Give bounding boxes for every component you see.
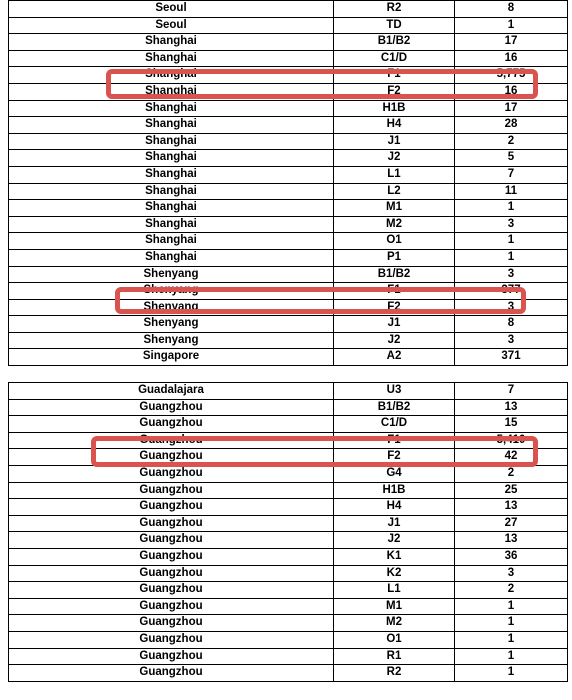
table-row: [9, 383, 568, 400]
table-row: [9, 548, 568, 565]
city-cell: Seoul: [9, 17, 334, 34]
city-cell: Shenyang: [9, 266, 334, 283]
table-row: [9, 615, 568, 632]
table-row: [9, 67, 568, 84]
visa-class-cell: U3: [334, 383, 455, 400]
table-row: [9, 299, 568, 316]
count-cell: 1: [455, 631, 568, 648]
city-cell: Shanghai: [9, 233, 334, 250]
table-row: [9, 249, 568, 266]
count-cell: 3: [455, 299, 568, 316]
table-row: [9, 565, 568, 582]
count-cell: 5: [455, 150, 568, 167]
table-row: [9, 283, 568, 300]
visa-class-cell: R1: [334, 648, 455, 665]
count-cell: 25: [455, 482, 568, 499]
city-cell: Shenyang: [9, 316, 334, 333]
visa-class-cell: J1: [334, 515, 455, 532]
table-row: [9, 465, 568, 482]
city-cell: Shanghai: [9, 200, 334, 217]
count-cell: 16: [455, 83, 568, 100]
table-row: [9, 598, 568, 615]
count-cell: 17: [455, 34, 568, 51]
table-row: [9, 1, 568, 18]
visa-class-cell: M2: [334, 216, 455, 233]
table-row: [9, 266, 568, 283]
city-cell: Guangzhou: [9, 416, 334, 433]
count-cell: 1: [455, 665, 568, 682]
city-cell: Guangzhou: [9, 665, 334, 682]
visa-class-cell: F1: [334, 67, 455, 84]
city-cell: Shenyang: [9, 283, 334, 300]
count-cell: 28: [455, 117, 568, 134]
city-cell: Shanghai: [9, 117, 334, 134]
city-cell: Seoul: [9, 1, 334, 18]
city-cell: Guangzhou: [9, 465, 334, 482]
table-row: [9, 499, 568, 516]
count-cell: 3: [455, 332, 568, 349]
visa-class-cell: A2: [334, 349, 455, 366]
count-cell: 3: [455, 565, 568, 582]
table-row: [9, 83, 568, 100]
visa-class-cell: F1: [334, 432, 455, 449]
visa-class-cell: L2: [334, 183, 455, 200]
count-cell: 1: [455, 249, 568, 266]
visa-class-cell: K2: [334, 565, 455, 582]
table-row: [9, 631, 568, 648]
visa-class-cell: M1: [334, 598, 455, 615]
city-cell: Guangzhou: [9, 432, 334, 449]
city-cell: Shanghai: [9, 34, 334, 51]
city-cell: Guangzhou: [9, 548, 334, 565]
table-row: [9, 117, 568, 134]
city-cell: Shanghai: [9, 150, 334, 167]
city-cell: Guangzhou: [9, 532, 334, 549]
top-table-body: [9, 1, 568, 366]
visa-class-cell: J1: [334, 316, 455, 333]
count-cell: 1: [455, 200, 568, 217]
visa-class-cell: G4: [334, 465, 455, 482]
table-row: [9, 332, 568, 349]
visa-class-cell: F2: [334, 83, 455, 100]
city-cell: Guangzhou: [9, 449, 334, 466]
count-cell: 17: [455, 100, 568, 117]
table-row: [9, 133, 568, 150]
count-cell: 13: [455, 399, 568, 416]
count-cell: 2: [455, 582, 568, 599]
table-row: [9, 648, 568, 665]
count-cell: 36: [455, 548, 568, 565]
visa-class-cell: F2: [334, 299, 455, 316]
city-cell: Guangzhou: [9, 565, 334, 582]
city-cell: Shanghai: [9, 133, 334, 150]
city-cell: Guangzhou: [9, 648, 334, 665]
table-row: [9, 432, 568, 449]
visa-class-cell: O1: [334, 233, 455, 250]
city-cell: Shanghai: [9, 100, 334, 117]
table-row: [9, 316, 568, 333]
bottom-table-panel: [8, 382, 564, 682]
city-cell: Guangzhou: [9, 582, 334, 599]
table-row: [9, 416, 568, 433]
table-row: [9, 183, 568, 200]
visa-class-cell: J2: [334, 150, 455, 167]
table-row: [9, 150, 568, 167]
city-cell: Shanghai: [9, 216, 334, 233]
count-cell: 3: [455, 216, 568, 233]
section-gap: [0, 375, 572, 382]
visa-class-cell: K1: [334, 548, 455, 565]
city-cell: Shanghai: [9, 50, 334, 67]
top-visa-table: [8, 0, 568, 366]
count-cell: 7: [455, 166, 568, 183]
visa-class-cell: R2: [334, 665, 455, 682]
visa-class-cell: M1: [334, 200, 455, 217]
visa-class-cell: L1: [334, 582, 455, 599]
city-cell: Shanghai: [9, 83, 334, 100]
table-row: [9, 399, 568, 416]
bottom-table-body: [9, 383, 568, 682]
count-cell: 7: [455, 383, 568, 400]
visa-class-cell: H4: [334, 117, 455, 134]
city-cell: Shanghai: [9, 166, 334, 183]
count-cell: 1: [455, 615, 568, 632]
count-cell: 1: [455, 17, 568, 34]
visa-class-cell: L1: [334, 166, 455, 183]
count-cell: 3: [455, 266, 568, 283]
count-cell: 371: [455, 349, 568, 366]
table-row: [9, 582, 568, 599]
city-cell: Guangzhou: [9, 598, 334, 615]
count-cell: 11: [455, 183, 568, 200]
table-row: [9, 665, 568, 682]
city-cell: Shenyang: [9, 299, 334, 316]
count-cell: 16: [455, 50, 568, 67]
city-cell: Guangzhou: [9, 399, 334, 416]
visa-class-cell: J2: [334, 532, 455, 549]
city-cell: Guangzhou: [9, 615, 334, 632]
visa-class-cell: B1/B2: [334, 266, 455, 283]
count-cell: 13: [455, 532, 568, 549]
visa-class-cell: H1B: [334, 100, 455, 117]
table-row: [9, 349, 568, 366]
table-row: [9, 100, 568, 117]
count-cell: 42: [455, 449, 568, 466]
count-cell: 2: [455, 465, 568, 482]
visa-class-cell: J2: [334, 332, 455, 349]
visa-class-cell: H4: [334, 499, 455, 516]
visa-class-cell: M2: [334, 615, 455, 632]
city-cell: Guadalajara: [9, 383, 334, 400]
table-row: [9, 233, 568, 250]
count-cell: 5,775: [455, 67, 568, 84]
bottom-visa-table: [8, 382, 568, 682]
table-row: [9, 34, 568, 51]
count-cell: 2: [455, 133, 568, 150]
visa-class-cell: C1/D: [334, 416, 455, 433]
visa-class-cell: O1: [334, 631, 455, 648]
visa-class-cell: H1B: [334, 482, 455, 499]
visa-class-cell: F1: [334, 283, 455, 300]
count-cell: 1: [455, 233, 568, 250]
table-row: [9, 166, 568, 183]
table-row: [9, 216, 568, 233]
top-table-panel: [8, 0, 564, 366]
count-cell: 5,410: [455, 432, 568, 449]
visa-class-cell: J1: [334, 133, 455, 150]
count-cell: 1: [455, 648, 568, 665]
city-cell: Guangzhou: [9, 515, 334, 532]
table-row: [9, 449, 568, 466]
count-cell: 377: [455, 283, 568, 300]
city-cell: Shanghai: [9, 249, 334, 266]
count-cell: 1: [455, 598, 568, 615]
table-row: [9, 515, 568, 532]
visa-class-cell: C1/D: [334, 50, 455, 67]
city-cell: Shenyang: [9, 332, 334, 349]
city-cell: Shanghai: [9, 183, 334, 200]
city-cell: Guangzhou: [9, 499, 334, 516]
visa-class-cell: B1/B2: [334, 34, 455, 51]
count-cell: 13: [455, 499, 568, 516]
city-cell: Guangzhou: [9, 631, 334, 648]
count-cell: 15: [455, 416, 568, 433]
visa-class-cell: B1/B2: [334, 399, 455, 416]
table-row: [9, 532, 568, 549]
table-row: [9, 50, 568, 67]
city-cell: Shanghai: [9, 67, 334, 84]
count-cell: 8: [455, 1, 568, 18]
city-cell: Guangzhou: [9, 482, 334, 499]
table-row: [9, 17, 568, 34]
table-row: [9, 200, 568, 217]
visa-class-cell: F2: [334, 449, 455, 466]
city-cell: Singapore: [9, 349, 334, 366]
visa-class-cell: TD: [334, 17, 455, 34]
visa-class-cell: R2: [334, 1, 455, 18]
table-row: [9, 482, 568, 499]
visa-class-cell: P1: [334, 249, 455, 266]
count-cell: 8: [455, 316, 568, 333]
count-cell: 27: [455, 515, 568, 532]
